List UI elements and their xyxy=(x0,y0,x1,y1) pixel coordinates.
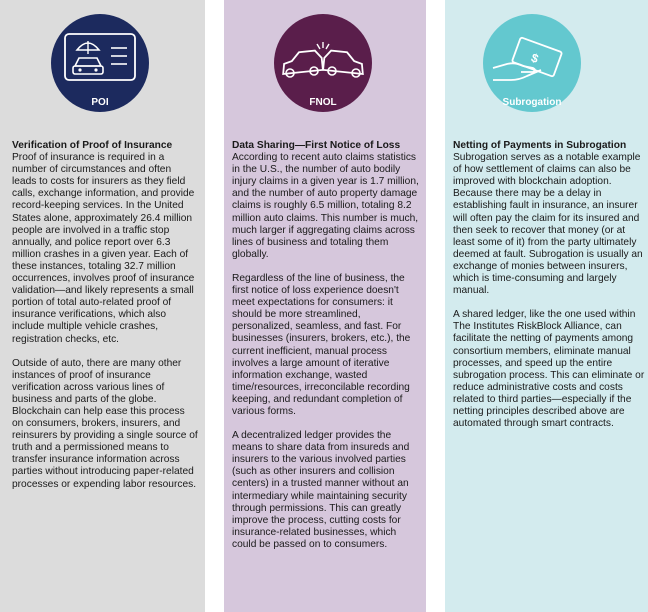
fnol-badge xyxy=(274,14,372,112)
fnol-text xyxy=(232,140,420,563)
fnol-heading: Data Sharing—First Notice of Loss xyxy=(232,140,401,151)
subrogation-text xyxy=(453,140,645,442)
svg-text:$: $ xyxy=(529,50,541,67)
poi-heading: Verification of Proof of Insurance xyxy=(12,140,173,151)
poi-text xyxy=(12,140,198,503)
subrogation-column xyxy=(445,0,648,612)
subrogation-label: Subrogation xyxy=(502,97,562,108)
subrogation-badge xyxy=(483,14,581,112)
fnol-paragraph-2: Regardless of the line of business, the first notice of loss experience doesn't meet expectations for consumers: it should be more streamlined, personalized, seamless, and fast. For businesses (insurers, brokers, etc.), the current inefficient, manual process involves a large amount of iterative information exchange, wasted time/resources, irreconcilable recording keeping, and redundant completion of various forms. xyxy=(232,272,411,417)
poi-paragraph-1: Proof of insurance is required in a number of circumstances and often leads to costs for insurers as they field calls, exchange information, and provide record-keeping services. In the United States alone, approximately 26.4 million people are involved in a traffic stop annually, and police report over 6.3 million crashes in a given year. Each of these instances, totaling 32.7 million occurrences, involves proof of insurance validation—and likely represents a small portion of total auto-related proof of insurance verifications, which also include multiple vehicle crashes, registration checks, etc. xyxy=(12,152,195,345)
subrogation-paragraph-1: Subrogation serves as a notable example of how settlement of claims can also be improved with blockchain adoption. Because there may be a delay in establishing fault in insurance, an insurer will often pay the claim for its insured and then seek to recover that money (or at least some of it) from the party ultimately deemed at fault. Subrogation is usually an exchange of monies between insurers, which is time-consuming and largely manual. xyxy=(453,152,643,297)
poi-badge xyxy=(51,14,149,112)
fnol-paragraph-1: According to recent auto claims statistics in the U.S., the number of auto bodily injury claims in a given year is 1.7 million, and the number of auto property damage claims is roughly 6.5 million, totaling 8.2 million auto claims. This number is much, much larger if aggregating claims across lines of business and totaling them globally. xyxy=(232,152,419,260)
fnol-column xyxy=(224,0,426,612)
subrogation-paragraph-2: A shared ledger, like the one used within The Institutes RiskBlock Alliance, can facilitate the netting of payments among consortium members, eliminate manual processes, and speed up the entire subrogation process. This can eliminate or reduce administrative costs and costs related to third parties—especially if the netting principles described above are automated through smart contracts. xyxy=(453,309,645,430)
subrogation-heading: Netting of Payments in Subrogation xyxy=(453,140,627,151)
poi-paragraph-2: Outside of auto, there are many other instances of proof of insurance verification across various lines of business and parts of the globe. Blockchain can help ease this process on consumers, brokers, insurers, and reinsurers by providing a single source of truth and a permissioned means to transfer insurance information across parties without introducing paper-related processes or expending labor resources. xyxy=(12,357,198,490)
fnol-paragraph-3: A decentralized ledger provides the means to share data from insureds and insurers to the various involved parties (such as other insurers and collision centers) in a trusted manner without an intermediary while maintaining security through permissions. This can greatly improve the process, cutting costs for insurance-related businesses, which could be passed on to consumers. xyxy=(232,430,410,550)
poi-label: POI xyxy=(91,97,109,108)
poi-column xyxy=(0,0,205,612)
fnol-label: FNOL xyxy=(309,97,337,108)
